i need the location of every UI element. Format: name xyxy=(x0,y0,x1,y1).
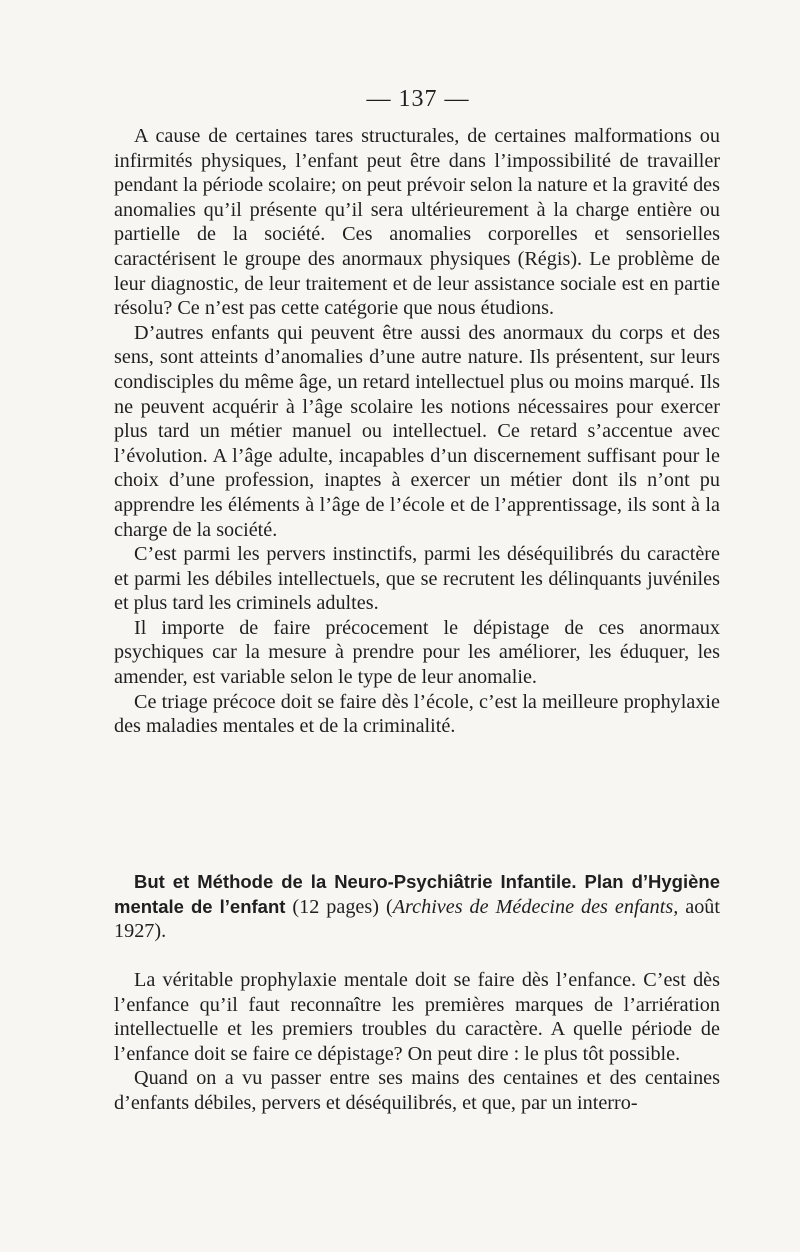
paragraph: La véritable prophylaxie mentale doit se faire dès l’enfance. C’est dès l’enfance qu’il faut reconnaître les premières marques de l’arriération intellectuelle et les premiers troubles du caractère. A quelle période de l’enfance doit se faire ce dépistage? On peut dire : le plus tôt possible. xyxy=(114,969,720,1065)
page-number: — 137 — xyxy=(366,86,470,112)
paragraph: D’autres enfants qui peuvent être aussi des anormaux du corps et des sens, sont atteints d’anomalies d’une autre nature. Ils présentent, sur leurs condisciples du même âge, un retard intellectuel plus ou moins marqué. Ils ne peuvent acquérir à l’âge scolaire les notions nécessaires pour exercer plus tard un métier manuel ou intellectuel. Ce retard s’accentue avec l’évolution. A l’âge adulte, incapables d’un discernement suffisant pour le choix d’une profession, inaptes à exercer un métier dont ils n’ont pu apprendre les éléments à l’âge de l’école et de l’apprentissage, ils sont à la charge de la société. xyxy=(114,321,720,541)
publication-date: août 1927). xyxy=(114,895,721,943)
publication-source-open: ( xyxy=(385,895,393,918)
paragraph: Il importe de faire précocement le dépistage de ces anormaux psychiques car la mesure à prendre pour les améliorer, les éduquer, les amender, est variable selon le type de leur anomalie. xyxy=(114,616,720,689)
publication-title: But et Méthode de la Neuro-Psychiâtrie Infantile. Plan d’Hygiène mentale de l’enfant xyxy=(114,871,720,917)
paragraph: Quand on a vu passer entre ses mains des centaines et des centaines d’enfants débiles, pervers et déséquilibrés, et que, par un interro- xyxy=(114,1067,720,1114)
paragraph: Ce triage précoce doit se faire dès l’école, c’est la meilleure prophylaxie des maladies mentales et de la criminalité. xyxy=(114,690,720,738)
main-text-section xyxy=(114,124,720,739)
publication-pages: (12 pages) xyxy=(292,895,379,918)
paragraph: C’est parmi les pervers instinctifs, parmi les déséquilibrés du caractère et parmi les débiles intellectuels, que se recrutent les délinquants juvéniles et plus tard les criminels adultes. xyxy=(114,543,720,615)
publication-title-line xyxy=(114,870,720,944)
publication-source: Archives de Médecine des enfants, xyxy=(392,895,679,918)
publication-heading xyxy=(114,870,720,944)
publication-summary xyxy=(114,968,720,1116)
paragraph: A cause de certaines tares structurales, de certaines malformations ou infirmités physiques, l’enfant peut être dans l’impossibilité de travailler pendant la période scolaire; on peut prévoir selon la nature et la gravité des anomalies qu’il présente qu’il sera ultérieurement à la charge entière ou partielle de la société. Ces anomalies corporelles et sensorielles caractérisent le groupe des anormaux physiques (Régis). Le problème de leur diagnostic, de leur traitement et de leur assistance sociale est en partie résolu? Ce n’est pas cette catégorie que nous étudions. xyxy=(114,125,720,320)
